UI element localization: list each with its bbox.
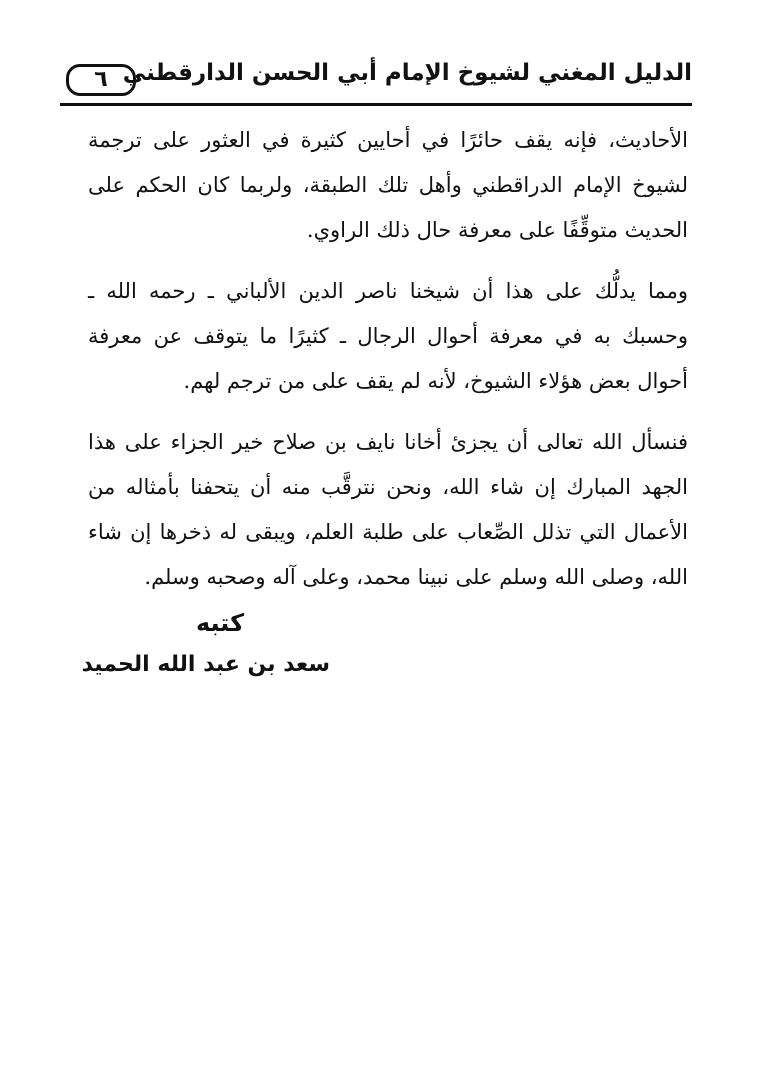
body-text <box>88 118 688 616</box>
running-title: الدليل المغني لشيوخ الإمام أبي الحسن الدارقطني <box>122 60 692 86</box>
signature-block <box>81 602 330 686</box>
page-number: ٦ <box>66 64 136 96</box>
signature-caption: كتبه <box>195 609 245 637</box>
signature-author: سعد بن عبد الله الحميد <box>81 652 330 677</box>
paragraph-2: ومما يدلُّك على هذا أن شيخنا ناصر الدين الألباني ـ رحمه الله ـ وحسبك به في معرفة أحوال الرجال ـ كثيرًا ما يتوقف عن معرفة أحوال بعض هؤلاء الشيوخ، لأنه لم يقف على من ترجم لهم. <box>88 279 688 393</box>
header-divider <box>60 103 692 106</box>
page-header <box>60 54 692 106</box>
paragraph-1: الأحاديث، فإنه يقف حائرًا في أحايين كثيرة في العثور على ترجمة لشيوخ الإمام الدراقطني وأهل تلك الطبقة، ولربما كان الحكم على الحديث متوقِّفًا على معرفة حال ذلك الراوي. <box>88 128 688 242</box>
paragraph-3: فنسأل الله تعالى أن يجزئ أخانا نايف بن صلاح خير الجزاء على هذا الجهد المبارك إن شاء الله، ونحن نترقَّب منه أن يتحفنا بأمثاله من الأعمال التي تذلل الصِّعاب على طلبة العلم، ويبقى له ذخرها إن شاء الله، وصلى الله وسلم على نبينا محمد، وعلى آله وصحبه وسلم. <box>88 430 688 589</box>
